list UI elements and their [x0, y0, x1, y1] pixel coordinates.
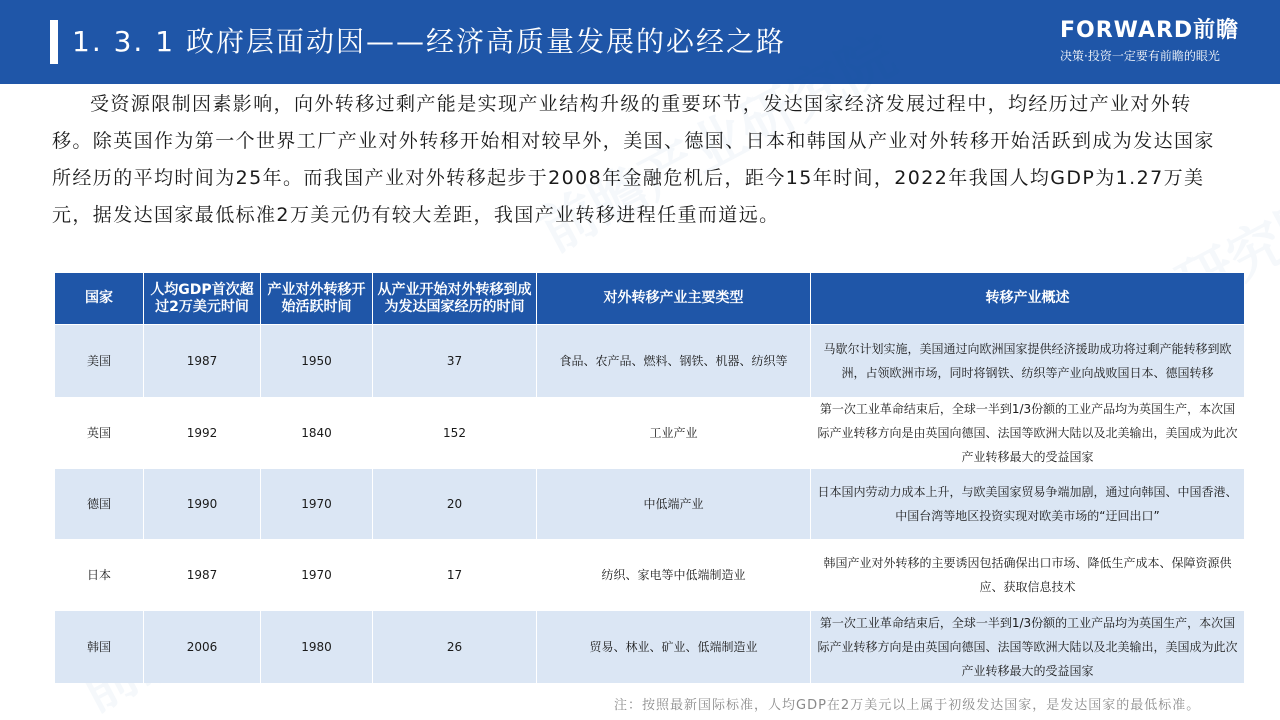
cell-industry-types: 工业产业: [537, 397, 811, 469]
cell-gdp-year: 1987: [144, 325, 261, 397]
cell-country: 日本: [55, 539, 144, 611]
cell-active-year: 1970: [261, 539, 373, 611]
header-duration: 从产业开始对外转移到成为发达国家经历的时间: [373, 273, 537, 325]
cell-duration: 152: [373, 397, 537, 469]
table-row: [55, 469, 1245, 539]
brand-tagline: 决策·投资一定要有前瞻的眼光: [1060, 49, 1220, 63]
brand-logo: [1060, 18, 1264, 65]
cell-gdp-year: 1992: [144, 397, 261, 469]
header-country: 国家: [55, 273, 144, 325]
table-row: [55, 325, 1245, 397]
cell-gdp-year: 2006: [144, 611, 261, 683]
title-accent-bar: [50, 20, 58, 64]
header-industry-types: 对外转移产业主要类型: [537, 273, 811, 325]
cell-gdp-year: 1990: [144, 469, 261, 539]
table-row: [55, 611, 1245, 683]
cell-country: 德国: [55, 469, 144, 539]
cell-industry-types: 食品、农产品、燃料、钢铁、机器、纺织等: [537, 325, 811, 397]
cell-industry-types: 中低端产业: [537, 469, 811, 539]
cell-summary: 韩国产业对外转移的主要诱因包括确保出口市场、降低生产成本、保障资源供应、获取信息技术: [811, 539, 1245, 611]
cell-industry-types: 纺织、家电等中低端制造业: [537, 539, 811, 611]
cell-summary: 第一次工业革命结束后，全球一半到1/3份额的工业产品均为英国生产，本次国际产业转移方向是由英国向德国、法国等欧洲大陆以及北美输出，美国成为此次产业转移最大的受益国家: [811, 611, 1245, 683]
cell-active-year: 1840: [261, 397, 373, 469]
table-header-row: [55, 273, 1245, 325]
header-bar: [0, 0, 1280, 84]
cell-industry-types: 贸易、林业、矿业、低端制造业: [537, 611, 811, 683]
cell-country: 韩国: [55, 611, 144, 683]
cell-summary: 日本国内劳动力成本上升，与欧美国家贸易争端加剧，通过向韩国、中国香港、中国台湾等地区投资实现对欧美市场的“迂回出口”: [811, 469, 1245, 539]
cell-active-year: 1970: [261, 469, 373, 539]
table-row: [55, 397, 1245, 469]
cell-duration: 37: [373, 325, 537, 397]
footnote: 注：按照最新国际标准，人均GDP在2万美元以上属于初级发达国家，是发达国家的最低标准。: [614, 698, 1201, 713]
brand-name: FORWARD前瞻: [1060, 18, 1240, 43]
intro-paragraph: 受资源限制因素影响，向外转移过剩产能是实现产业结构升级的重要环节，发达国家经济发展过程中，均经历过产业对外转移。除英国作为第一个世界工厂产业对外转移开始相对较早外，美国、德国、日本和韩国从产业对外转移开始活跃到成为发达国家所经历的平均时间为25年。而我国产业对外转移起步于2008年金融危机后，距今15年时间，2022年我国人均GDP为1.27万美元，据发达国家最低标准2万美元仍有较大差距，我国产业转移进程任重而道远。: [52, 93, 1215, 226]
table-row: [55, 539, 1245, 611]
cell-duration: 26: [373, 611, 537, 683]
cell-country: 美国: [55, 325, 144, 397]
cell-summary: 马歇尔计划实施，美国通过向欧洲国家提供经济援助成功将过剩产能转移到欧洲，占领欧洲市场，同时将钢铁、纺织等产业向战败国日本、德国转移: [811, 325, 1245, 397]
header-gdp-year: 人均GDP首次超过2万美元时间: [144, 273, 261, 325]
header-summary: 转移产业概述: [811, 273, 1245, 325]
cell-active-year: 1950: [261, 325, 373, 397]
page-title: 1. 3. 1 政府层面动因——经济高质量发展的必经之路: [72, 25, 786, 58]
cell-gdp-year: 1987: [144, 539, 261, 611]
cell-country: 英国: [55, 397, 144, 469]
cell-duration: 17: [373, 539, 537, 611]
cell-active-year: 1980: [261, 611, 373, 683]
cell-duration: 20: [373, 469, 537, 539]
cell-summary: 第一次工业革命结束后，全球一半到1/3份额的工业产品均为英国生产，本次国际产业转移方向是由英国向德国、法国等欧洲大陆以及北美输出，美国成为此次产业转移最大的受益国家: [811, 397, 1245, 469]
transfer-table: [54, 272, 1245, 683]
header-active-year: 产业对外转移开始活跃时间: [261, 273, 373, 325]
